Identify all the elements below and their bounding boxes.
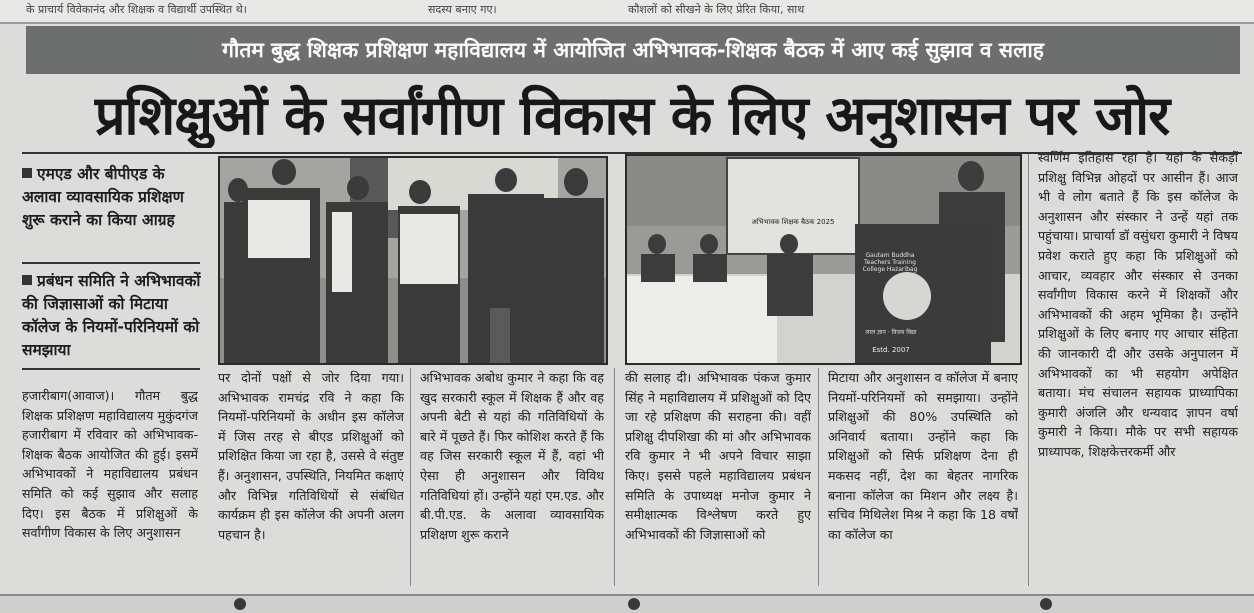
registration-mark-icon (1040, 598, 1052, 610)
prev-text-right: कौशलों को सीखने के लिए प्रेरित किया, साथ (628, 3, 805, 16)
subhead-divider-2 (22, 368, 200, 370)
subhead-1 (22, 163, 208, 232)
college-logo-text: Gautam Buddha Teachers Training College Hazaribag (862, 252, 918, 273)
column-6 (1038, 148, 1238, 586)
registration-mark-icon (628, 598, 640, 610)
column-divider (818, 368, 819, 586)
column-divider (1028, 154, 1029, 586)
column-3 (420, 368, 604, 586)
previous-article-strip (0, 0, 1254, 24)
column-2-text: पर दोनों पक्षों से जोर दिया गया। अभिभावक रामचंद्र रवि ने कहा कि नियमों-परिनियमों के अधीन इस कॉलेज में जिस तरह से बीएड प्रशिक्षुओं को प्रशिक्षित किया जा रहा है, उससे वे संतुष्ट हैं। अनुशासन, उपस्थिति, नियमित कक्षाएं और विभिन्न गतिविधियों से संबंधित कार्यक्रम ही इस कॉलेज की अपनी अलग पहचान है। (218, 370, 404, 542)
column-5-text: मिटाया और अनुशासन व कॉलेज में बनाए नियमों-परिनियमों को समझाया। उन्होंने प्रशिक्षुओं की 80% उपस्थिति को अनिवार्य बताया। उन्होंने कहा कि प्रशिक्षुओं को सिर्फ प्रशिक्षण देना ही मकसद नहीं, देश का बेहतर नागरिक बनाना कॉलेज का मिशन और लक्ष्य है। सचिव मिथिलेश मिश्र ने कहा कि 18 वर्षों का कॉलेज का (828, 370, 1018, 542)
photo-group-guests-image (220, 158, 606, 363)
column-2 (218, 368, 404, 586)
square-bullet-icon (22, 275, 32, 285)
column-divider (410, 368, 411, 586)
page-footer-strip (0, 594, 1254, 613)
photo-stage-speaker-image (627, 156, 1020, 363)
subhead-2-text: प्रबंधन समिति ने अभिभावकों की जिज्ञासाओं को मिटाया कॉलेज के नियमों-परिनियमों को समझाया (22, 272, 201, 359)
column-6-text: स्वर्णिम इतिहास रहा है। यहां के सैकड़ों प्रशिक्षु विभिन्न ओहदों पर आसीन हैं। आज भी वे लोग बताते हैं कि इस कॉलेज के अनुशासन और संस्कार ने उन्हें यहां तक पहुंचाया। प्राचार्या डॉ वसुंधरा कुमारी ने विषय प्रवेश कराते हुए कहा कि प्रशिक्षुओं को आचार, व्यवहार और संस्कार से उनका सर्वांगीण विकास करने में शिक्षकों और अभिभावकों की अहम भूमिका है। उन्होंने प्रशिक्षुओं के लिए बनाए गए आचार संहिता की जानकारी दी और उसके अनुपालन में अभिभावकों का भी सहयोग अपेक्षित बताया। मंच संचालन सहायक प्राध्यापिका कुमारी अंजलि और धन्यवाद ज्ञापन वर्षा कुमारी ने किया। मौके पर सभी सहायक प्राध्यापक, शिक्षकेत्तरकर्मी और (1038, 150, 1238, 459)
estd-text: Estd. 2007 (872, 346, 910, 354)
photo-group-guests (218, 156, 608, 365)
prev-text-left: के प्राचार्य विवेकानंद और शिक्षक व विद्यार्थी उपस्थित थे। (26, 3, 247, 16)
registration-mark-icon (234, 598, 246, 610)
column-1 (22, 386, 198, 586)
photo-stage-speaker (625, 154, 1022, 365)
podium-text: लाल ज्ञान · विजय विद्या (865, 329, 917, 336)
subhead-2 (22, 270, 208, 362)
column-divider (614, 368, 615, 586)
headline: प्रशिक्षुओं के सर्वांगीण विकास के लिए अनुशासन पर जोर (94, 83, 1170, 147)
kicker-banner: गौतम बुद्ध शिक्षक प्रशिक्षण महाविद्यालय में आयोजित अभिभावक-शिक्षक बैठक में आए कई सुझाव व सलाह (26, 26, 1240, 74)
prev-text-mid: सदस्य बनाए गए। (428, 3, 497, 16)
banner-text: अभिभावक शिक्षक बैठक 2025 (751, 218, 835, 226)
column-1-text: हजारीबाग(आवाज)। गौतम बुद्ध शिक्षक प्रशिक्षण महाविद्यालय मुकुंदगंज हजारीबाग में रविवार को अभिभावक-शिक्षक बैठक आयोजित की हुई। इसमें अभिभावकों ने महाविद्यालय प्रबंधन समिति को कई सुझाव और सलाह दिए। इस बैठक में प्रशिक्षुओं के सर्वांगीण विकास के लिए अनुशासन (22, 388, 198, 541)
column-5 (828, 368, 1018, 586)
square-bullet-icon (22, 168, 32, 178)
column-3-text: अभिभावक अबोध कुमार ने कहा कि वह खुद सरकारी स्कूल में शिक्षक हैं और वह अपनी बेटी से यहां की गतिविधियों के बारे में पूछते हैं। फिर कोशिश करते हैं कि वह जिस सरकारी स्कूल में हैं, वहां भी ऐसा ही अनुशासन और विविध गतिविधियां हों। उन्होंने यहां एम.एड. और बी.पी.एड. के अलावा व्यावसायिक प्रशिक्षण शुरू कराने (420, 370, 604, 542)
subhead-1-text: एमएड और बीपीएड के अलावा व्यावसायिक प्रशिक्षण शुरू कराने का किया आग्रह (22, 165, 184, 229)
column-4 (625, 368, 811, 586)
column-4-text: की सलाह दी। अभिभावक पंकज कुमार सिंह ने महाविद्यालय में प्रशिक्षुओं को दिए जा रहे प्रशिक्षण की सराहना की। वहीं प्रशिक्षु दीपशिखा की मां और अभिभावक रवि कुमार ने भी अपने विचार साझा किए। इससे पहले महाविद्यालय प्रबंधन समिति के उपाध्यक्ष मनोज कुमार ने समीक्षात्मक विश्लेषण करते हुए अभिभावकों की जिज्ञासाओं को (625, 370, 811, 542)
subhead-divider (22, 262, 200, 264)
